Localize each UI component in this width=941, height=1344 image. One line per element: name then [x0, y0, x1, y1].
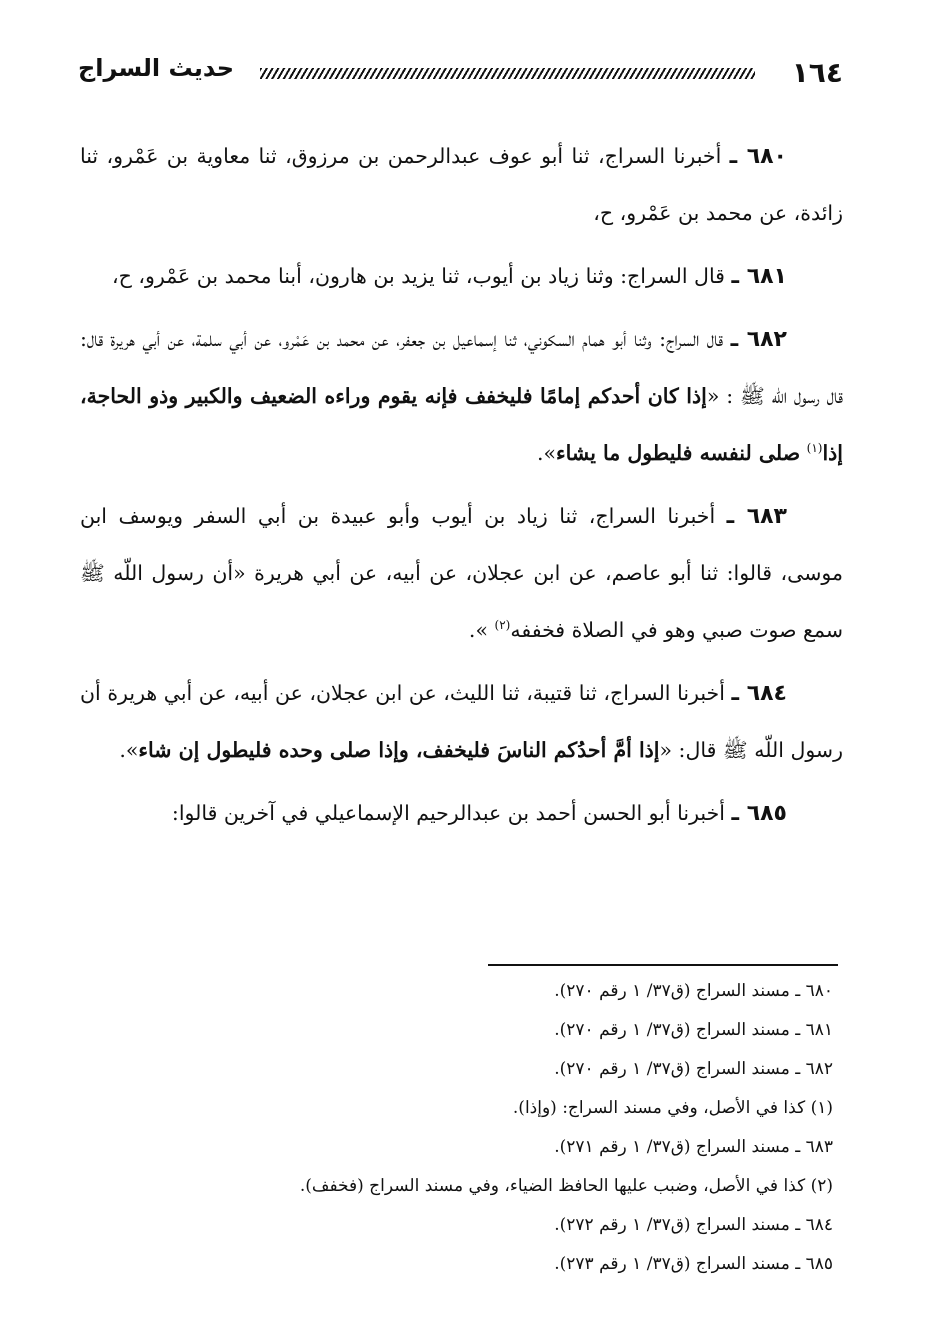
hadith-text: أخبرنا السراج، ثنا زياد بن أيوب وأبو عبيدة بن أبي السفر ويوسف ابن موسى، قالوا: ثنا أبو عاصم، عن ابن عجلان، عن أبيه، عن أبي هريرة «أن رسول اللّه ﷺ سمع صوت صبي وهو في الصلاة فخففه: [80, 504, 843, 642]
footnote-item: (١) كذا في الأصل، وفي مسند السراج: (وإذا).: [512, 1098, 833, 1118]
closing-quote: ».: [119, 738, 139, 762]
hadith-text: قال السراج: وثنا زياد بن أيوب، ثنا يزيد بن هارون، أبنا محمد بن عَمْرو، ح،: [112, 264, 725, 288]
hadith-681: [80, 248, 843, 305]
hadith-number: ٦٨٣ ـ: [726, 504, 787, 529]
hadith-number: ٦٨٥ ـ: [731, 801, 787, 826]
footnote-marker: (١): [806, 441, 823, 456]
footnote-item: ٦٨٣ ـ مسند السراج (ق٣٧/ ١ رقم ٢٧١).: [554, 1137, 833, 1157]
footnote-item: ٦٨٢ ـ مسند السراج (ق٣٧/ ١ رقم ٢٧٠).: [554, 1059, 833, 1079]
hadith-683: [80, 488, 843, 659]
hadith-text: أخبرنا السراج، ثنا أبو عوف عبدالرحمن بن مرزوق، ثنا معاوية بن عَمْرو، ثنا زائدة، عن محمد بن عَمْرو، ح،: [80, 144, 843, 225]
hadith-684: [80, 665, 843, 779]
hadith-text-body: [80, 128, 843, 848]
hadith-680: [80, 128, 843, 242]
footnote-separator: [488, 964, 838, 966]
hadith-number: ٦٨٠ ـ: [729, 144, 787, 169]
running-title: حديث السراج: [78, 54, 235, 82]
footnote-item: (٢) كذا في الأصل، وضبب عليها الحافظ الضياء، وفي مسند السراج (فخفف).: [299, 1176, 833, 1196]
hadith-number: ٦٨١ ـ: [731, 264, 787, 289]
hadith-682: [80, 311, 843, 482]
footnote-item: ٦٨٠ ـ مسند السراج (ق٣٧/ ١ رقم ٢٧٠).: [554, 981, 833, 1001]
hadith-685: [80, 785, 843, 842]
header-ornament-rule: [260, 68, 755, 79]
hadith-matn-bold: صلى لنفسه فليطول ما يشاء: [556, 441, 801, 465]
hadith-matn-bold: إذا كان أحدكم إمامًا فليخفف فإنه يقوم وراءه الضعيف والكبير وذو الحاجة، إذا: [80, 384, 843, 465]
page-header: [78, 52, 843, 98]
footnote-item: ٦٨٤ ـ مسند السراج (ق٣٧/ ١ رقم ٢٧٢).: [554, 1215, 833, 1235]
footnote-item: ٦٨١ ـ مسند السراج (ق٣٧/ ١ رقم ٢٧٠).: [554, 1020, 833, 1040]
footnote-marker: (٢): [494, 618, 511, 633]
hadith-number: ٦٨٢ ـ: [730, 327, 787, 352]
hadith-text: أخبرنا السراج، ثنا قتيبة، ثنا الليث، عن ابن عجلان، عن أبيه، عن أبي هريرة أن رسول اللّه ﷺ قال: «: [80, 681, 843, 762]
footnotes-list: [80, 972, 833, 1284]
hadith-number: ٦٨٤ ـ: [731, 681, 787, 706]
hadith-text: أخبرنا أبو الحسن أحمد بن عبدالرحيم الإسماعيلي في آخرين قالوا:: [171, 801, 725, 825]
hadith-text: قال السراج: وثنا أبو همام السكوني، ثنا إسماعيل بن جعفر، عن محمد بن عَمْرو، عن أبي سلمة، عن أبي هريرة قال: قال رسول اللّه ﷺ : «: [80, 327, 844, 408]
hadith-matn-bold: إذا أمَّ أحدُكم الناسَ فليخفف، وإذا صلى وحده فليطول إن شاء: [138, 738, 660, 762]
closing-quote: ».: [468, 618, 488, 642]
closing-quote: ».: [536, 441, 557, 465]
page-number: ١٦٤: [791, 56, 843, 89]
footnote-item: ٦٨٥ ـ مسند السراج (ق٣٧/ ١ رقم ٢٧٣).: [554, 1254, 833, 1274]
